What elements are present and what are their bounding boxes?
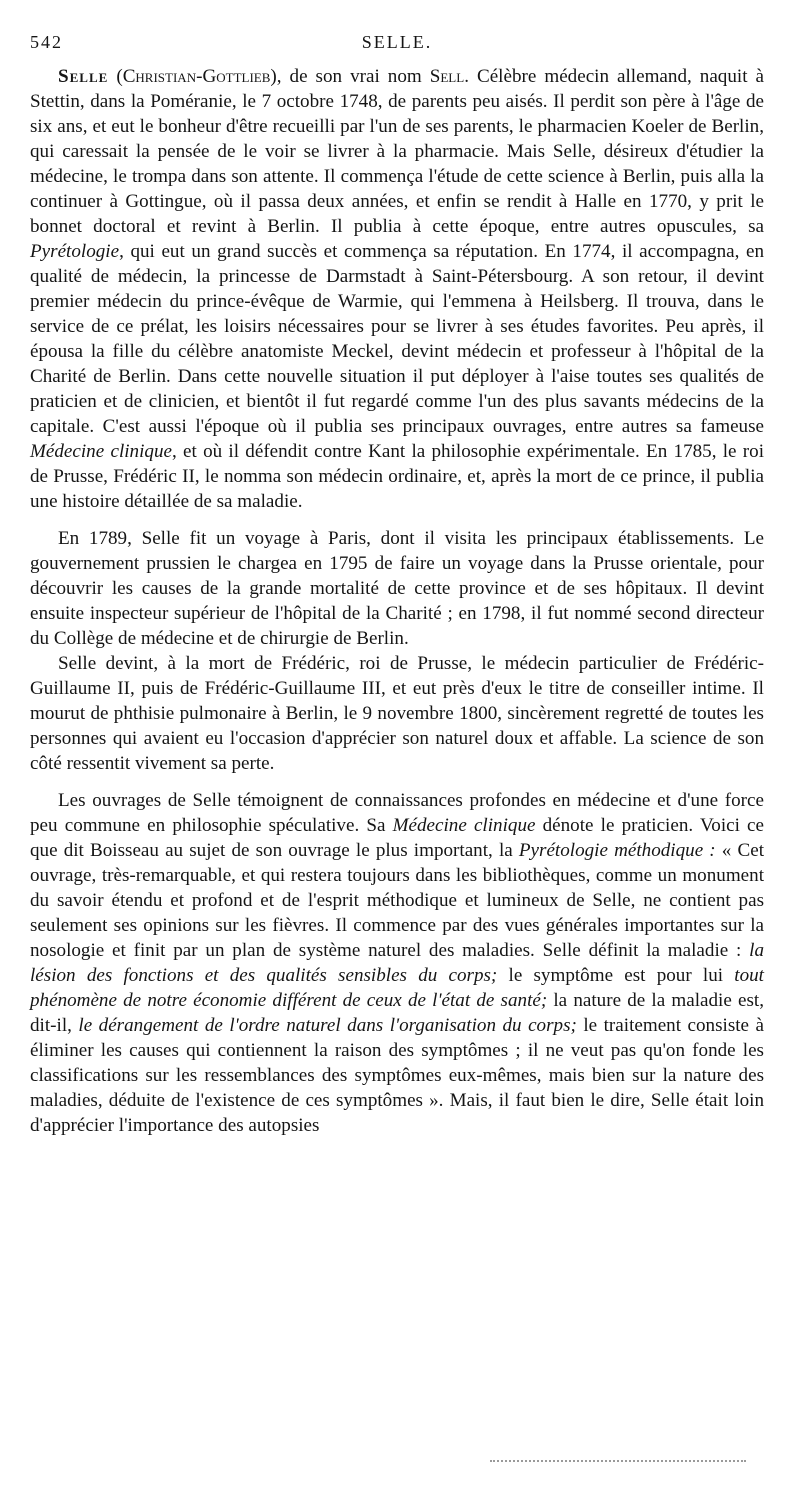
paragraph-biography (30, 64, 764, 514)
definition: tout phénomène de notre économie différent de ceux de l'état de santé; (30, 965, 764, 1011)
text-run: Les ouvrages de Selle témoignent de connaissances profondes en médecine et d'une force peu commune en philosophie spéculative. Sa (30, 790, 764, 836)
work-title: Pyrétologie méthodique : (518, 840, 716, 861)
text-run: dénote le praticien. Voici ce que dit Boisseau au sujet de son ouvrage le plus important, la (30, 815, 764, 861)
text-run: ), de son vrai nom (270, 66, 430, 87)
paragraph-death: Selle devint, à la mort de Frédéric, roi de Prusse, le médecin particulier de Frédéric-Guillaume II, puis de Frédéric-Guillaume III, et eut près d'eux le titre de conseiller intime. Il mourut de phthisie pulmonaire à Berlin, le 9 novembre 1800, sincèrement regretté de toutes les personnes qui avaient eu l'occasion d'apprécier son naturel doux et affable. La science de son côté ressentit vivement sa perte. (30, 653, 764, 774)
definition: le dérangement de l'ordre naturel dans l'organisation du corps; (78, 1015, 577, 1036)
page-number: 542 (30, 32, 63, 52)
paragraph-works (30, 788, 764, 1138)
text-run: , qui eut un grand succès et commença sa réputation. En 1774, il accompagna, en qualité de médecin, la princesse de Darmstadt à Saint-Pétersbourg. A son retour, il devint premier médecin du prince-évêque de Warmie, qui l'emmena à Heilsberg. Il trouva, dans le service de ce prélat, les loisirs nécessaires pour se livrer à ses études favorites. Peu après, il épousa la fille du célèbre anatomiste Meckel, devint médecin et professeur à l'hôpital de la Charité de Berlin. Dans cette nouvelle situation il put déployer à l'aise toutes ses qualités de praticien et de clinicien, et bientôt il fut regardé comme l'un des plus savants médecins de la capitale. C'est aussi l'époque où il publia ses principaux ouvrages, entre autres sa fameuse (30, 241, 764, 437)
text-run: , et où il défendit contre Kant la philosophie expérimentale. En 1785, le roi de Prusse, Frédéric II, le nomma son médecin ordinaire, et, après la mort de ce prince, il publia une histoire détaillée de sa maladie. (30, 441, 764, 512)
document-page (30, 26, 764, 1466)
real-name: Sell (429, 66, 465, 87)
text-run: . Célèbre médecin allemand, naquit à Stettin, dans la Poméranie, le 7 octobre 1748, de parents peu aisés. Il perdit son père à l'âge de six ans, et eut le bonheur d'être recueilli par l'un de ses parents, le pharmacien Koeler de Berlin, qui caressait la pensée de le voir se livrer à la pharmacie. Mais Selle, désireux d'étudier la médecine, le trompa dans son attente. Il commença l'étude de cette science à Berlin, puis alla la continuer à Gottingue, où il passa deux années, et enfin se rendit à Halle en 1770, y prit le bonnet doctoral et revint à Berlin. Il publia à cette époque, entre autres opuscules, sa (30, 66, 764, 237)
work-title: Médecine clinique (30, 441, 172, 462)
text-run: ( (108, 66, 123, 87)
page-header (30, 26, 764, 58)
headword: Selle (58, 66, 109, 87)
text-run: le traitement consiste à éliminer les causes qui contiennent la raison des symptômes ; il ne veut pas qu'on fonde les classifications sur les ressemblances des symptômes eux-mêmes, mais bien sur la nature des maladies, déduite de l'existence de ces symptômes ». Mais, il faut bien le dire, Selle était loin d'apprécier l'importance des autopsies (30, 1015, 764, 1136)
text-run: le symptôme est pour lui (497, 965, 735, 986)
work-title: Médecine clinique (392, 815, 536, 836)
footer-bleed-through (490, 1460, 746, 1462)
definition: la lésion des fonctions et des qualités sensibles du corps; (30, 940, 764, 986)
text-run: la nature de la maladie est, dit-il, (30, 990, 764, 1036)
text-run: « Cet ouvrage, très-remarquable, et qui restera toujours dans les bibliothèques, comme un monument du savoir étendu et profond et de l'esprit méthodique et lumineux de Selle, ne contient pas seulement ses opinions sur les fièvres. Il commence par des vues générales importantes sur la nosologie et finit par un plan de système naturel des maladies. Selle définit la maladie : (30, 840, 765, 961)
work-title: Pyrétologie (30, 241, 120, 262)
paragraph-career: En 1789, Selle fit un voyage à Paris, dont il visita les principaux établissements. Le gouvernement prussien le chargea en 1795 de faire un voyage dans la Prusse orientale, pour découvrir les causes de la grande mortalité de cette province et de ses hôpitaux. Il devint ensuite inspecteur supérieur de l'hôpital de la Charité ; en 1798, il fut nommé second directeur du Collège de médecine et de chirurgie de Berlin. (30, 528, 764, 649)
running-title: SELLE. (361, 32, 433, 52)
given-names: Christian-Gottlieb (122, 66, 271, 87)
